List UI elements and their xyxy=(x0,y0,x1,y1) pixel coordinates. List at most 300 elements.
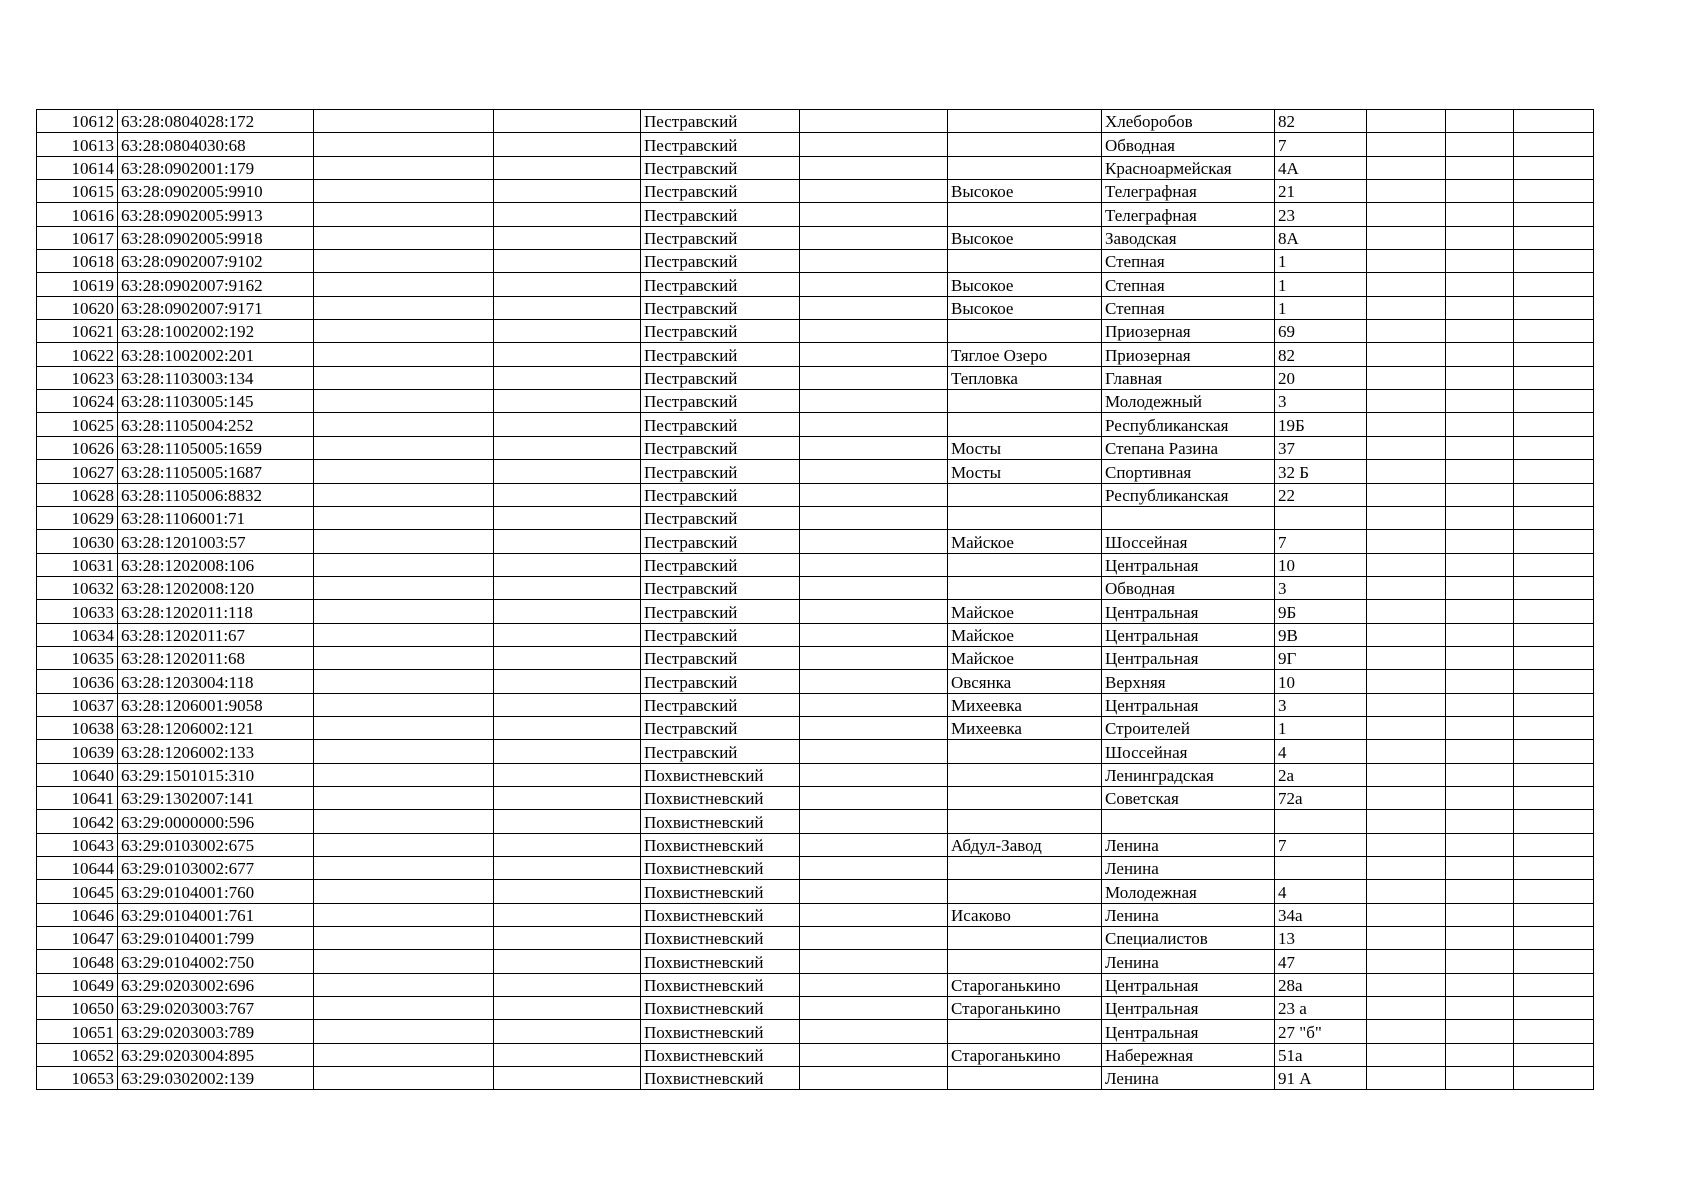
cell-col-6 xyxy=(800,857,948,880)
cell-street: Обводная xyxy=(1102,576,1275,599)
cell-row-number: 10618 xyxy=(37,250,118,273)
cell-col-10 xyxy=(1367,460,1446,483)
table-row xyxy=(37,973,1594,996)
cell-cadastral-number: 63:28:1202011:67 xyxy=(118,623,314,646)
cell-row-number: 10633 xyxy=(37,600,118,623)
cell-cadastral-number: 63:28:1105005:1687 xyxy=(118,460,314,483)
cell-col-12 xyxy=(1514,646,1594,669)
cell-col-3 xyxy=(314,436,494,459)
cell-col-6 xyxy=(800,506,948,529)
cell-col-4 xyxy=(494,1020,641,1043)
cell-col-10 xyxy=(1367,786,1446,809)
cell-col-3 xyxy=(314,133,494,156)
cell-col-12 xyxy=(1514,296,1594,319)
table-body xyxy=(37,110,1594,1090)
cell-col-11 xyxy=(1446,857,1514,880)
cell-col-11 xyxy=(1446,180,1514,203)
cell-col-6 xyxy=(800,226,948,249)
table-row xyxy=(37,436,1594,459)
cell-col-11 xyxy=(1446,997,1514,1020)
cell-col-4 xyxy=(494,740,641,763)
cell-settlement: Михеевка xyxy=(948,693,1102,716)
cell-col-4 xyxy=(494,133,641,156)
cell-settlement: Майское xyxy=(948,623,1102,646)
cell-col-4 xyxy=(494,716,641,739)
cell-house-number xyxy=(1275,810,1367,833)
cell-col-11 xyxy=(1446,460,1514,483)
cell-house-number: 1 xyxy=(1275,273,1367,296)
table-row xyxy=(37,413,1594,436)
cell-col-12 xyxy=(1514,623,1594,646)
cell-house-number: 91 А xyxy=(1275,1067,1367,1090)
cell-district: Похвистневский xyxy=(641,973,800,996)
cell-cadastral-number: 63:29:0203002:696 xyxy=(118,973,314,996)
cell-col-12 xyxy=(1514,226,1594,249)
cell-col-4 xyxy=(494,623,641,646)
cell-settlement: Исаково xyxy=(948,903,1102,926)
cell-col-3 xyxy=(314,343,494,366)
cell-col-6 xyxy=(800,623,948,646)
cell-col-6 xyxy=(800,810,948,833)
cell-col-3 xyxy=(314,880,494,903)
cell-settlement: Овсянка xyxy=(948,670,1102,693)
cell-col-11 xyxy=(1446,320,1514,343)
cell-cadastral-number: 63:29:1501015:310 xyxy=(118,763,314,786)
cell-district: Пестравский xyxy=(641,390,800,413)
cell-settlement: Староганькино xyxy=(948,973,1102,996)
cell-col-3 xyxy=(314,670,494,693)
cell-col-4 xyxy=(494,156,641,179)
cell-street: Центральная xyxy=(1102,693,1275,716)
cell-row-number: 10644 xyxy=(37,857,118,880)
cell-col-10 xyxy=(1367,250,1446,273)
cell-col-4 xyxy=(494,857,641,880)
cell-house-number: 4 xyxy=(1275,880,1367,903)
cell-col-6 xyxy=(800,576,948,599)
cell-street: Главная xyxy=(1102,366,1275,389)
cell-row-number: 10650 xyxy=(37,997,118,1020)
cell-row-number: 10615 xyxy=(37,180,118,203)
cell-street: Степная xyxy=(1102,273,1275,296)
cell-house-number: 9Г xyxy=(1275,646,1367,669)
cell-col-11 xyxy=(1446,250,1514,273)
cell-settlement xyxy=(948,1020,1102,1043)
cell-col-12 xyxy=(1514,857,1594,880)
cell-col-6 xyxy=(800,693,948,716)
cell-settlement: Высокое xyxy=(948,273,1102,296)
cell-house-number: 7 xyxy=(1275,530,1367,553)
cell-col-4 xyxy=(494,810,641,833)
table-row xyxy=(37,600,1594,623)
cell-col-6 xyxy=(800,670,948,693)
cell-col-12 xyxy=(1514,670,1594,693)
cell-col-12 xyxy=(1514,180,1594,203)
table-row xyxy=(37,1067,1594,1090)
table-row xyxy=(37,693,1594,716)
cell-col-10 xyxy=(1367,740,1446,763)
cell-col-6 xyxy=(800,553,948,576)
cell-street xyxy=(1102,810,1275,833)
cell-col-3 xyxy=(314,250,494,273)
cell-district: Похвистневский xyxy=(641,1067,800,1090)
cell-col-6 xyxy=(800,833,948,856)
cell-district: Пестравский xyxy=(641,413,800,436)
cell-col-10 xyxy=(1367,413,1446,436)
cell-settlement xyxy=(948,857,1102,880)
cell-row-number: 10623 xyxy=(37,366,118,389)
cell-district: Пестравский xyxy=(641,226,800,249)
cell-cadastral-number: 63:28:0902007:9102 xyxy=(118,250,314,273)
cell-cadastral-number: 63:28:1002002:192 xyxy=(118,320,314,343)
cell-col-11 xyxy=(1446,623,1514,646)
cell-col-10 xyxy=(1367,530,1446,553)
cell-col-6 xyxy=(800,786,948,809)
cell-row-number: 10627 xyxy=(37,460,118,483)
cell-house-number: 3 xyxy=(1275,390,1367,413)
cell-col-4 xyxy=(494,927,641,950)
cell-col-11 xyxy=(1446,833,1514,856)
cell-settlement xyxy=(948,786,1102,809)
cell-street: Степная xyxy=(1102,250,1275,273)
cell-settlement xyxy=(948,133,1102,156)
cell-col-3 xyxy=(314,320,494,343)
cell-district: Пестравский xyxy=(641,670,800,693)
cell-district: Пестравский xyxy=(641,320,800,343)
cell-house-number: 7 xyxy=(1275,833,1367,856)
cell-settlement: Высокое xyxy=(948,180,1102,203)
cell-district: Пестравский xyxy=(641,296,800,319)
cell-street: Центральная xyxy=(1102,1020,1275,1043)
cell-row-number: 10632 xyxy=(37,576,118,599)
cell-col-3 xyxy=(314,857,494,880)
cell-cadastral-number: 63:28:1202008:106 xyxy=(118,553,314,576)
cell-house-number: 9В xyxy=(1275,623,1367,646)
cell-col-6 xyxy=(800,460,948,483)
cell-cadastral-number: 63:28:1105006:8832 xyxy=(118,483,314,506)
cell-settlement: Тяглое Озеро xyxy=(948,343,1102,366)
cell-district: Похвистневский xyxy=(641,763,800,786)
cell-house-number: 82 xyxy=(1275,110,1367,133)
table-row xyxy=(37,903,1594,926)
cell-col-12 xyxy=(1514,927,1594,950)
cell-col-6 xyxy=(800,950,948,973)
cell-col-4 xyxy=(494,320,641,343)
cell-col-6 xyxy=(800,413,948,436)
cell-settlement xyxy=(948,553,1102,576)
cell-district: Похвистневский xyxy=(641,1043,800,1066)
cell-col-6 xyxy=(800,250,948,273)
cell-col-4 xyxy=(494,600,641,623)
cell-col-3 xyxy=(314,716,494,739)
cell-col-3 xyxy=(314,1067,494,1090)
cell-col-10 xyxy=(1367,693,1446,716)
cell-col-10 xyxy=(1367,390,1446,413)
cell-col-10 xyxy=(1367,903,1446,926)
cell-col-6 xyxy=(800,203,948,226)
cell-col-12 xyxy=(1514,950,1594,973)
cell-street: Телеграфная xyxy=(1102,180,1275,203)
cell-cadastral-number: 63:28:1206002:121 xyxy=(118,716,314,739)
cell-house-number: 22 xyxy=(1275,483,1367,506)
cell-col-11 xyxy=(1446,740,1514,763)
cell-district: Похвистневский xyxy=(641,810,800,833)
cell-col-12 xyxy=(1514,250,1594,273)
cell-col-11 xyxy=(1446,273,1514,296)
cell-row-number: 10616 xyxy=(37,203,118,226)
cell-street: Степана Разина xyxy=(1102,436,1275,459)
table-row xyxy=(37,670,1594,693)
cell-col-3 xyxy=(314,390,494,413)
cell-district: Похвистневский xyxy=(641,786,800,809)
table-row xyxy=(37,833,1594,856)
cell-col-6 xyxy=(800,903,948,926)
cell-col-4 xyxy=(494,973,641,996)
table-row xyxy=(37,646,1594,669)
cell-district: Пестравский xyxy=(641,343,800,366)
cell-col-6 xyxy=(800,530,948,553)
cell-house-number: 3 xyxy=(1275,576,1367,599)
cell-col-3 xyxy=(314,646,494,669)
cell-col-3 xyxy=(314,1043,494,1066)
cell-col-12 xyxy=(1514,786,1594,809)
cell-cadastral-number: 63:29:0104002:750 xyxy=(118,950,314,973)
cell-street: Центральная xyxy=(1102,997,1275,1020)
cell-district: Пестравский xyxy=(641,366,800,389)
cell-col-11 xyxy=(1446,600,1514,623)
cell-col-4 xyxy=(494,997,641,1020)
cell-street: Степная xyxy=(1102,296,1275,319)
cell-settlement xyxy=(948,413,1102,436)
cell-row-number: 10635 xyxy=(37,646,118,669)
cell-col-3 xyxy=(314,693,494,716)
cell-col-10 xyxy=(1367,156,1446,179)
cell-settlement: Абдул-Завод xyxy=(948,833,1102,856)
cell-col-11 xyxy=(1446,1043,1514,1066)
cell-col-10 xyxy=(1367,997,1446,1020)
cell-col-4 xyxy=(494,180,641,203)
cell-col-6 xyxy=(800,997,948,1020)
cell-row-number: 10649 xyxy=(37,973,118,996)
cell-col-4 xyxy=(494,296,641,319)
cell-cadastral-number: 63:28:0804028:172 xyxy=(118,110,314,133)
table-row xyxy=(37,716,1594,739)
cell-col-10 xyxy=(1367,366,1446,389)
table-row xyxy=(37,530,1594,553)
cell-col-10 xyxy=(1367,857,1446,880)
cell-settlement xyxy=(948,390,1102,413)
cell-cadastral-number: 63:29:0203003:767 xyxy=(118,997,314,1020)
cell-district: Пестравский xyxy=(641,203,800,226)
cell-district: Пестравский xyxy=(641,646,800,669)
cell-col-12 xyxy=(1514,1020,1594,1043)
table-row xyxy=(37,576,1594,599)
table-row xyxy=(37,553,1594,576)
cell-col-10 xyxy=(1367,436,1446,459)
cell-district: Пестравский xyxy=(641,600,800,623)
cell-col-10 xyxy=(1367,833,1446,856)
cell-col-4 xyxy=(494,833,641,856)
cell-district: Пестравский xyxy=(641,740,800,763)
cell-street: Шоссейная xyxy=(1102,740,1275,763)
cell-col-11 xyxy=(1446,576,1514,599)
cell-col-10 xyxy=(1367,576,1446,599)
cell-cadastral-number: 63:28:1202011:118 xyxy=(118,600,314,623)
cell-district: Пестравский xyxy=(641,553,800,576)
table-row xyxy=(37,880,1594,903)
cell-col-4 xyxy=(494,273,641,296)
cell-col-3 xyxy=(314,810,494,833)
cell-row-number: 10620 xyxy=(37,296,118,319)
cell-col-3 xyxy=(314,156,494,179)
cell-settlement xyxy=(948,203,1102,226)
cell-col-10 xyxy=(1367,810,1446,833)
cell-col-12 xyxy=(1514,156,1594,179)
cell-district: Пестравский xyxy=(641,530,800,553)
cell-col-3 xyxy=(314,506,494,529)
cell-row-number: 10617 xyxy=(37,226,118,249)
cell-settlement: Тепловка xyxy=(948,366,1102,389)
cell-col-4 xyxy=(494,670,641,693)
cell-house-number: 2а xyxy=(1275,763,1367,786)
cell-col-12 xyxy=(1514,110,1594,133)
cell-cadastral-number: 63:28:0902007:9162 xyxy=(118,273,314,296)
cell-cadastral-number: 63:28:1203004:118 xyxy=(118,670,314,693)
cell-settlement xyxy=(948,506,1102,529)
cell-district: Пестравский xyxy=(641,576,800,599)
cell-street: Центральная xyxy=(1102,553,1275,576)
cell-house-number: 47 xyxy=(1275,950,1367,973)
cell-district: Похвистневский xyxy=(641,950,800,973)
cell-cadastral-number: 63:29:0203004:895 xyxy=(118,1043,314,1066)
cell-col-3 xyxy=(314,623,494,646)
cell-row-number: 10622 xyxy=(37,343,118,366)
cell-street: Ленина xyxy=(1102,950,1275,973)
cell-row-number: 10624 xyxy=(37,390,118,413)
table-row xyxy=(37,623,1594,646)
cell-col-12 xyxy=(1514,320,1594,343)
cell-col-12 xyxy=(1514,413,1594,436)
table-row xyxy=(37,156,1594,179)
cell-col-11 xyxy=(1446,110,1514,133)
cell-col-11 xyxy=(1446,973,1514,996)
cell-col-12 xyxy=(1514,810,1594,833)
cell-col-6 xyxy=(800,483,948,506)
cell-settlement xyxy=(948,950,1102,973)
cell-district: Пестравский xyxy=(641,156,800,179)
cell-cadastral-number: 63:28:1202011:68 xyxy=(118,646,314,669)
cell-col-11 xyxy=(1446,1067,1514,1090)
cell-col-3 xyxy=(314,833,494,856)
cell-settlement xyxy=(948,1067,1102,1090)
cell-street: Приозерная xyxy=(1102,320,1275,343)
cell-col-10 xyxy=(1367,203,1446,226)
cell-house-number: 4 xyxy=(1275,740,1367,763)
cell-house-number: 23 а xyxy=(1275,997,1367,1020)
cell-settlement: Майское xyxy=(948,600,1102,623)
data-table xyxy=(36,109,1594,1090)
cell-district: Пестравский xyxy=(641,250,800,273)
cell-house-number xyxy=(1275,857,1367,880)
cell-row-number: 10612 xyxy=(37,110,118,133)
cell-col-12 xyxy=(1514,530,1594,553)
cell-cadastral-number: 63:29:0000000:596 xyxy=(118,810,314,833)
cell-row-number: 10648 xyxy=(37,950,118,973)
table-row xyxy=(37,857,1594,880)
cell-col-6 xyxy=(800,740,948,763)
cell-district: Пестравский xyxy=(641,110,800,133)
cell-row-number: 10630 xyxy=(37,530,118,553)
cell-street: Обводная xyxy=(1102,133,1275,156)
cell-cadastral-number: 63:28:1103003:134 xyxy=(118,366,314,389)
cell-col-6 xyxy=(800,273,948,296)
cell-col-12 xyxy=(1514,716,1594,739)
cell-col-6 xyxy=(800,716,948,739)
cell-col-11 xyxy=(1446,366,1514,389)
cell-col-4 xyxy=(494,1043,641,1066)
cell-col-12 xyxy=(1514,483,1594,506)
cell-col-11 xyxy=(1446,506,1514,529)
cell-col-11 xyxy=(1446,693,1514,716)
cell-settlement: Староганькино xyxy=(948,1043,1102,1066)
cell-cadastral-number: 63:29:0103002:675 xyxy=(118,833,314,856)
cell-cadastral-number: 63:28:0902001:179 xyxy=(118,156,314,179)
cell-col-11 xyxy=(1446,763,1514,786)
cell-col-10 xyxy=(1367,1067,1446,1090)
cell-col-11 xyxy=(1446,670,1514,693)
cell-house-number: 4А xyxy=(1275,156,1367,179)
cell-col-12 xyxy=(1514,553,1594,576)
cell-settlement: Мосты xyxy=(948,460,1102,483)
cell-col-6 xyxy=(800,366,948,389)
cell-col-11 xyxy=(1446,810,1514,833)
cell-house-number: 23 xyxy=(1275,203,1367,226)
cell-row-number: 10626 xyxy=(37,436,118,459)
table-row xyxy=(37,1020,1594,1043)
cell-settlement: Михеевка xyxy=(948,716,1102,739)
cell-col-10 xyxy=(1367,226,1446,249)
cell-district: Пестравский xyxy=(641,623,800,646)
cell-district: Похвистневский xyxy=(641,1020,800,1043)
cell-col-6 xyxy=(800,320,948,343)
table-row xyxy=(37,203,1594,226)
cell-house-number: 69 xyxy=(1275,320,1367,343)
cell-street: Красноармейская xyxy=(1102,156,1275,179)
cell-cadastral-number: 63:28:0902005:9918 xyxy=(118,226,314,249)
cell-settlement xyxy=(948,880,1102,903)
cell-col-11 xyxy=(1446,1020,1514,1043)
cell-col-11 xyxy=(1446,413,1514,436)
cell-cadastral-number: 63:28:1206002:133 xyxy=(118,740,314,763)
cell-col-4 xyxy=(494,950,641,973)
cell-col-10 xyxy=(1367,1020,1446,1043)
cell-district: Пестравский xyxy=(641,483,800,506)
cell-col-10 xyxy=(1367,763,1446,786)
cell-col-4 xyxy=(494,343,641,366)
table-row xyxy=(37,740,1594,763)
cell-house-number: 1 xyxy=(1275,296,1367,319)
cell-col-3 xyxy=(314,110,494,133)
cell-col-3 xyxy=(314,740,494,763)
cell-col-12 xyxy=(1514,997,1594,1020)
cell-col-11 xyxy=(1446,226,1514,249)
cell-cadastral-number: 63:28:1202008:120 xyxy=(118,576,314,599)
cell-col-10 xyxy=(1367,670,1446,693)
cell-street: Ленина xyxy=(1102,833,1275,856)
cell-col-12 xyxy=(1514,833,1594,856)
cell-house-number: 28а xyxy=(1275,973,1367,996)
cell-street: Республиканская xyxy=(1102,483,1275,506)
cell-col-10 xyxy=(1367,506,1446,529)
